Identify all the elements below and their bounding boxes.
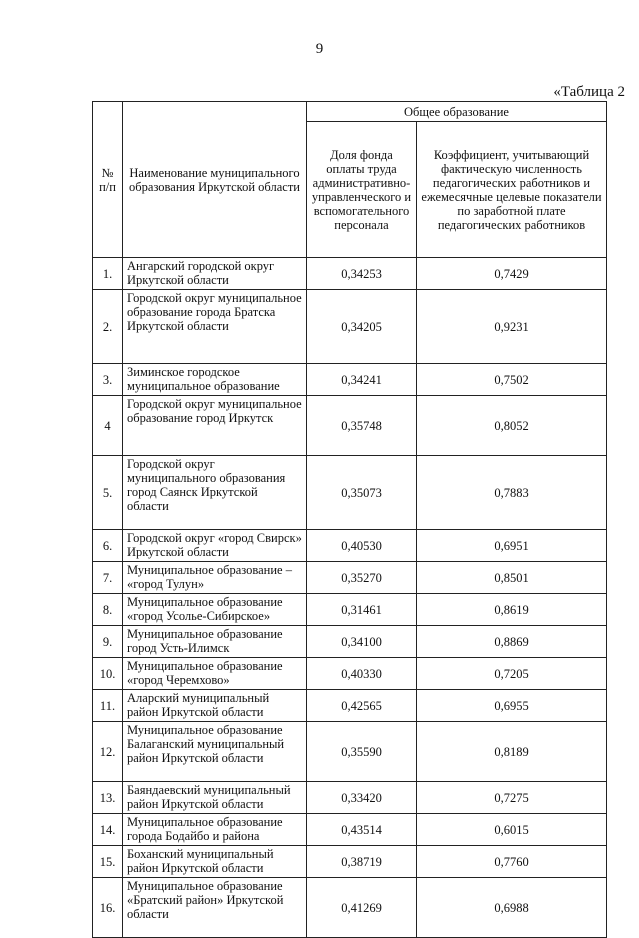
row-number: 15. <box>93 846 123 878</box>
table-row <box>93 846 607 878</box>
header-municipality: Наименование муниципального образования Иркутской области <box>123 102 307 258</box>
row-number: 13. <box>93 782 123 814</box>
header-number: № п/п <box>93 102 123 258</box>
table-row <box>93 594 607 626</box>
row-coefficient: 0,8869 <box>417 626 607 658</box>
row-municipality: Муниципальное образование города Бодайбо и района <box>123 814 307 846</box>
row-coefficient: 0,8189 <box>417 722 607 782</box>
row-number: 4 <box>93 396 123 456</box>
table-row <box>93 782 607 814</box>
table-row <box>93 722 607 782</box>
table-row <box>93 658 607 690</box>
row-share: 0,35590 <box>307 722 417 782</box>
row-share: 0,34205 <box>307 290 417 364</box>
row-coefficient: 0,7275 <box>417 782 607 814</box>
table-row <box>93 456 607 530</box>
row-municipality: Зиминское городское муниципальное образование <box>123 364 307 396</box>
table-header <box>93 102 607 258</box>
table-row <box>93 562 607 594</box>
row-share: 0,33420 <box>307 782 417 814</box>
table-row <box>93 878 607 938</box>
row-municipality: Муниципальное образование город Усть-Илимск <box>123 626 307 658</box>
row-share: 0,35073 <box>307 456 417 530</box>
row-municipality: Городской округ муниципальное образование город Иркутск <box>123 396 307 456</box>
page-number: 9 <box>315 41 324 57</box>
row-coefficient: 0,7429 <box>417 258 607 290</box>
row-number: 9. <box>93 626 123 658</box>
row-number: 5. <box>93 456 123 530</box>
table-caption: «Таблица 2 <box>553 84 625 100</box>
row-share: 0,38719 <box>307 846 417 878</box>
row-coefficient: 0,8501 <box>417 562 607 594</box>
row-share: 0,35748 <box>307 396 417 456</box>
row-number: 2. <box>93 290 123 364</box>
table-body <box>93 258 607 938</box>
row-number: 7. <box>93 562 123 594</box>
row-coefficient: 0,6015 <box>417 814 607 846</box>
table-row <box>93 290 607 364</box>
header-general-education: Общее образование <box>307 102 607 122</box>
row-coefficient: 0,7502 <box>417 364 607 396</box>
row-municipality: Муниципальное образование «Братский район» Иркутской области <box>123 878 307 938</box>
row-coefficient: 0,7205 <box>417 658 607 690</box>
row-number: 3. <box>93 364 123 396</box>
table-row <box>93 396 607 456</box>
row-share: 0,31461 <box>307 594 417 626</box>
row-municipality: Городской округ муниципального образования город Саянск Иркутской области <box>123 456 307 530</box>
row-share: 0,35270 <box>307 562 417 594</box>
header-coefficient: Коэффициент, учитывающий фактическую численность педагогических работников и ежемесячные целевые показатели по заработной плате педагогических работников <box>417 122 607 258</box>
row-municipality: Муниципальное образование «город Черемхово» <box>123 658 307 690</box>
row-share: 0,41269 <box>307 878 417 938</box>
row-number: 8. <box>93 594 123 626</box>
row-number: 16. <box>93 878 123 938</box>
table-row <box>93 530 607 562</box>
table-row <box>93 258 607 290</box>
row-number: 14. <box>93 814 123 846</box>
table-row <box>93 364 607 396</box>
row-coefficient: 0,8619 <box>417 594 607 626</box>
row-number: 6. <box>93 530 123 562</box>
row-coefficient: 0,6951 <box>417 530 607 562</box>
row-municipality: Ангарский городской округ Иркутской области <box>123 258 307 290</box>
row-number: 11. <box>93 690 123 722</box>
row-number: 10. <box>93 658 123 690</box>
row-municipality: Муниципальное образование – «город Тулун» <box>123 562 307 594</box>
row-share: 0,43514 <box>307 814 417 846</box>
row-share: 0,34100 <box>307 626 417 658</box>
row-number: 12. <box>93 722 123 782</box>
row-municipality: Муниципальное образование «город Усолье-Сибирское» <box>123 594 307 626</box>
row-municipality: Аларский муниципальный район Иркутской области <box>123 690 307 722</box>
row-share: 0,34253 <box>307 258 417 290</box>
row-coefficient: 0,9231 <box>417 290 607 364</box>
row-municipality: Городской округ «город Свирск» Иркутской области <box>123 530 307 562</box>
table-row <box>93 626 607 658</box>
allocation-table <box>92 101 607 938</box>
row-coefficient: 0,6988 <box>417 878 607 938</box>
header-share: Доля фонда оплаты труда административно-управленческого и вспомогательного персонала <box>307 122 417 258</box>
row-coefficient: 0,8052 <box>417 396 607 456</box>
row-number: 1. <box>93 258 123 290</box>
row-municipality: Муниципальное образование Балаганский муниципальный район Иркутской области <box>123 722 307 782</box>
row-coefficient: 0,7883 <box>417 456 607 530</box>
row-share: 0,40530 <box>307 530 417 562</box>
table-row <box>93 814 607 846</box>
row-municipality: Баяндаевский муниципальный район Иркутской области <box>123 782 307 814</box>
row-share: 0,34241 <box>307 364 417 396</box>
row-municipality: Боханский муниципальный район Иркутской области <box>123 846 307 878</box>
row-coefficient: 0,6955 <box>417 690 607 722</box>
row-coefficient: 0,7760 <box>417 846 607 878</box>
table-row <box>93 690 607 722</box>
row-share: 0,40330 <box>307 658 417 690</box>
row-municipality: Городской округ муниципальное образование города Братска Иркутской области <box>123 290 307 364</box>
row-share: 0,42565 <box>307 690 417 722</box>
